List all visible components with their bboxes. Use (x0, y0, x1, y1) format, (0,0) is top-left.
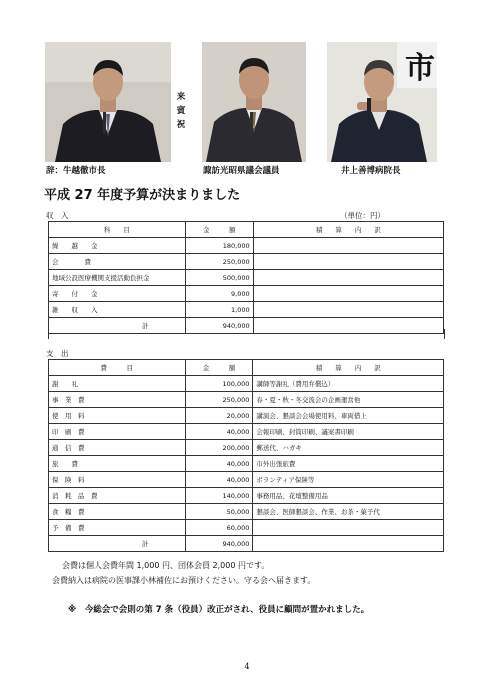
side-char: 祝 (176, 120, 186, 130)
row-amount: 250,000 (185, 392, 253, 408)
row-detail: 市外出張旅費 (253, 456, 444, 472)
side-char: 賓 (176, 106, 186, 116)
row-amount: 40,000 (185, 456, 253, 472)
side-char: 来 (176, 92, 186, 102)
row-detail: 事務用品、花壇整備用品 (253, 488, 444, 504)
table-row (49, 456, 444, 472)
unit-label: （単位：円） (340, 211, 385, 220)
row-item: 使 用 料 (49, 408, 186, 424)
row-detail (253, 254, 443, 270)
row-amount: 500,000 (185, 270, 253, 286)
page-number: 4 (244, 662, 250, 671)
income-frame (48, 329, 445, 339)
header-amount: 金 額 (185, 360, 253, 376)
row-detail (253, 520, 444, 536)
row-item: 旅 費 (49, 456, 186, 472)
row-amount: 100,000 (185, 376, 253, 392)
row-amount: 180,000 (185, 238, 253, 254)
row-detail: ボランティア保険等 (253, 472, 444, 488)
row-item: 謝 礼 (49, 376, 186, 392)
row-amount: 40,000 (185, 424, 253, 440)
banner-char: 市 (405, 51, 435, 86)
row-amount: 50,000 (185, 504, 253, 520)
row-amount: 200,000 (185, 440, 253, 456)
total-label: 計 (49, 536, 186, 552)
row-item: 消 耗 品 費 (49, 488, 186, 504)
photo-hospital-director (327, 42, 437, 162)
row-amount: 9,000 (185, 286, 253, 302)
row-item: 予 備 費 (49, 520, 186, 536)
caption-councilor: 諏訪光昭県議会議員 (203, 166, 280, 176)
budget-heading: 平成 27 年度予算が決まりました (44, 188, 241, 203)
row-item: 通 信 費 (49, 440, 186, 456)
row-detail (253, 302, 443, 318)
membership-fee-note: 会費は個人会費年間 1,000 円、団体会員 2,000 円です。 (62, 561, 270, 570)
header-item: 科 目 (49, 222, 186, 238)
photo-councilor (202, 42, 306, 162)
total-amount: 940,000 (185, 536, 253, 552)
row-detail: 講演会、懇談会会場使用料、車両借上 (253, 408, 444, 424)
table-row (49, 424, 444, 440)
row-item: 保 険 料 (49, 472, 186, 488)
table-row (49, 270, 444, 286)
expense-table (48, 359, 444, 552)
row-detail: 講師等謝礼（費用弁償込） (253, 376, 444, 392)
row-item: 会 費 (49, 254, 186, 270)
fee-payment-note: 会費納入は病院の医事課小林補佐にお預けください。守る会へ届きます。 (52, 576, 316, 585)
caption-hospital-director: 井上善博病院長 (341, 166, 401, 176)
row-item: 事 業 費 (49, 392, 186, 408)
row-amount: 140,000 (185, 488, 253, 504)
row-detail (253, 286, 443, 302)
total-amount: 940,000 (185, 318, 253, 334)
income-label: 収 入 (46, 211, 69, 220)
row-item: 印 刷 費 (49, 424, 186, 440)
table-row (49, 376, 444, 392)
table-row (49, 472, 444, 488)
table-row (49, 488, 444, 504)
table-header-row (49, 222, 444, 238)
table-row (49, 504, 444, 520)
table-row (49, 254, 444, 270)
header-item: 費 目 (49, 360, 186, 376)
bylaw-amendment-notice: ※ 今総会で会則の第 7 条（役員）改正がされ、役員に顧問が置かれました。 (68, 605, 370, 615)
expense-label: 支 出 (46, 349, 69, 358)
row-amount: 20,000 (185, 408, 253, 424)
table-row (49, 440, 444, 456)
row-detail: 懇談会、医師懇談会、作業、お茶・菓子代 (253, 504, 444, 520)
table-row (49, 408, 444, 424)
table-row (49, 286, 444, 302)
row-detail (253, 238, 443, 254)
header-detail: 積 算 内 訳 (253, 360, 444, 376)
row-amount: 250,000 (185, 254, 253, 270)
row-detail: 春・夏・秋・冬交流会の企画運営他 (253, 392, 444, 408)
table-row (49, 520, 444, 536)
row-item: 食 糧 費 (49, 504, 186, 520)
row-amount: 1,000 (185, 302, 253, 318)
row-item: 繰 越 金 (49, 238, 186, 254)
table-header-row (49, 360, 444, 376)
total-row (49, 536, 444, 552)
total-label: 計 (49, 318, 186, 334)
table-row (49, 302, 444, 318)
caption-mayor: 辞：牛越徹市長 (46, 166, 106, 176)
header-amount: 金 額 (185, 222, 253, 238)
row-detail: 会報印刷、封筒印刷、議案書印刷 (253, 424, 444, 440)
row-item: 寄 付 金 (49, 286, 186, 302)
table-row (49, 392, 444, 408)
row-amount: 60,000 (185, 520, 253, 536)
income-table (48, 221, 444, 334)
guest-greeting-label (176, 90, 186, 132)
table-row (49, 238, 444, 254)
row-item: 雑 収 入 (49, 302, 186, 318)
total-detail (253, 536, 444, 552)
row-amount: 40,000 (185, 472, 253, 488)
row-detail (253, 270, 443, 286)
row-item: 地域公設医療機関支援活動負担金 (49, 270, 186, 286)
header-detail: 積 算 内 訳 (253, 222, 443, 238)
photo-mayor (45, 42, 171, 162)
row-detail: 郵送代、ハガキ (253, 440, 444, 456)
